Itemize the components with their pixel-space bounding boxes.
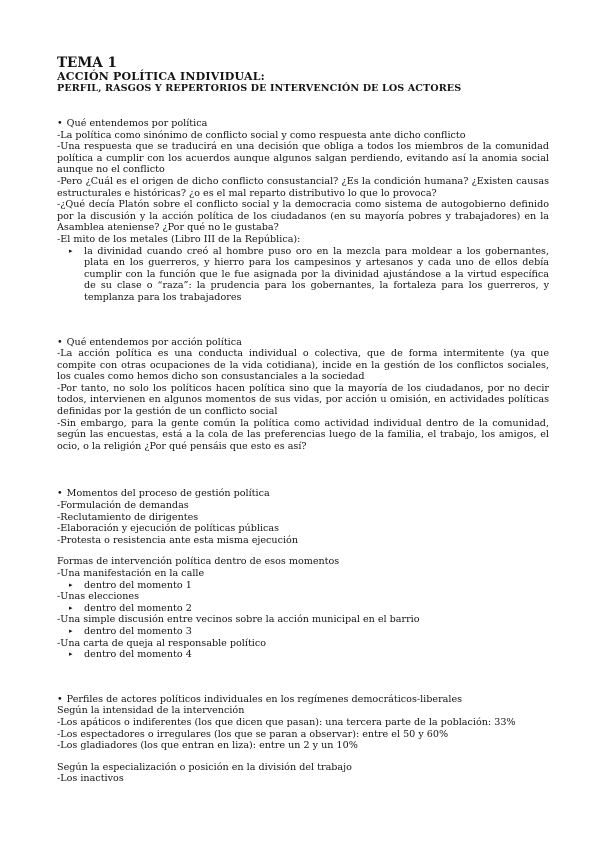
form-item: -Una manifestación en la calle (57, 568, 205, 579)
document-page (57, 56, 549, 785)
subsection-title: Según la especialización o posición en la división del trabajo (57, 761, 352, 773)
form-item: -Unas elecciones (57, 591, 139, 603)
paragraph: -La acción política es una conducta individual o colectiva, que de forma intermitente (ya que compite con otras ocupaciones de la vida cotidiana), incide en la gestión de los conflictos sociales, los cuales como hemos dicho son consustanciales a la sociedad (57, 348, 549, 383)
section-header: • Qué entendemos por acción política (57, 337, 549, 349)
list-item: -Los apáticos o indiferentes (los que dicen que pasan): una tercera parte de la población: 33% (57, 716, 516, 728)
section-momentos (57, 488, 549, 660)
main-heading: ACCIÓN POLÍTICA INDIVIDUAL: (57, 70, 265, 83)
sub-bullet: ▸ dentro del momento 3 (57, 626, 549, 638)
section-header: • Perfiles de actores políticos individuales en los regímenes democráticos-liberales (57, 694, 549, 706)
list-item: -Protesta o resistencia ante esta misma ejecución (57, 534, 299, 546)
list-item: -Los inactivos (57, 773, 124, 785)
paragraph: -Pero ¿Cuál es el origen de dicho conflicto consustancial? ¿Es la condición humana? ¿Existen causas estructurales e históricas? ¿o es el mal reparto distributivo lo que lo provoca? (57, 175, 549, 199)
sub-heading: PERFIL, RASGOS Y REPERTORIOS DE INTERVENCIÓN DE LOS ACTORES (57, 83, 462, 94)
list-item: -Reclutamiento de dirigentes (57, 511, 199, 523)
paragraph: -Sin embargo, para la gente común la política como actividad individual dentro de la comunidad, según las encuestas, está a la cola de las preferencias luego de la familia, el trabajo, los amigos, el ocio, o la religión ¿Por qué pensáis que esto es así? (57, 417, 549, 452)
list-item: -Los espectadores o irregulares (los que se paran a observar): entre el 50 y 60% (57, 728, 449, 740)
section-accion-politica (57, 337, 549, 453)
section-politica (57, 118, 549, 304)
section-perfiles (57, 694, 549, 785)
section-header: • Qué entendemos por política (57, 118, 549, 130)
sub-bullet: ▸ la divinidad cuando creó al hombre puso oro en la mezcla para moldear a los gobernantes, plata en los guerreros, y hierro para los campesinos y artesanos y cada uno de ellos debía cumplir con la función que le fue asignada por la divinidad ajustándose a la virtud específica de su clase o “raza”: la prudencia para los gobernantes, la fortaleza para los guerreros, y templanza para los trabajadores (57, 246, 549, 304)
sub-bullet: ▸ dentro del momento 1 (57, 580, 549, 592)
sub-bullet: ▸ dentro del momento 4 (57, 649, 549, 661)
paragraph: -Por tanto, no solo los políticos hacen política sino que la mayoría de los ciudadanos, por no decir todos, intervienen en algunos momentos de sus vidas, por acción u omisión, en actividades políticas definidas por la gestión de un conflicto social (57, 382, 549, 418)
list-item: -Los gladiadores (los que entran en liza): entre un 2 y un 10% (57, 740, 358, 752)
list-item: -Formulación de demandas (57, 500, 189, 512)
form-item: -Una carta de queja al responsable político (57, 637, 267, 649)
form-item: -Una simple discusión entre vecinos sobre la acción municipal en el barrio (57, 614, 420, 626)
paragraph: -¿Qué decía Platón sobre el conflicto social y la democracia como sistema de autogobierno definido por la discusión y la acción política de los ciudadanos (en su mayoría pobres y trabajadores) en la Asamblea ateniense? ¿Por qué no le gustaba? (57, 199, 549, 234)
list-item: -Elaboración y ejecución de políticas públicas (57, 523, 280, 535)
document-title: TEMA 1 (57, 55, 117, 71)
paragraph: -Una respuesta que se traducirá en una decisión que obliga a todos los miembros de la comunidad política a cumplir con los acuerdos aunque algunos salgan perdiendo, evitando así la anomia social aunque no el conflicto (57, 141, 549, 176)
paragraph: -La política como sinónimo de conflicto social y como respuesta ante dicho conflicto (57, 129, 466, 141)
forms-title: Formas de intervención política dentro de esos momentos (57, 556, 340, 568)
section-header: • Momentos del proceso de gestión política (57, 488, 549, 500)
subsection-title: Según la intensidad de la intervención (57, 705, 245, 717)
paragraph: -El mito de los metales (Libro III de la República): (57, 233, 301, 245)
sub-bullet: ▸ dentro del momento 2 (57, 603, 549, 615)
